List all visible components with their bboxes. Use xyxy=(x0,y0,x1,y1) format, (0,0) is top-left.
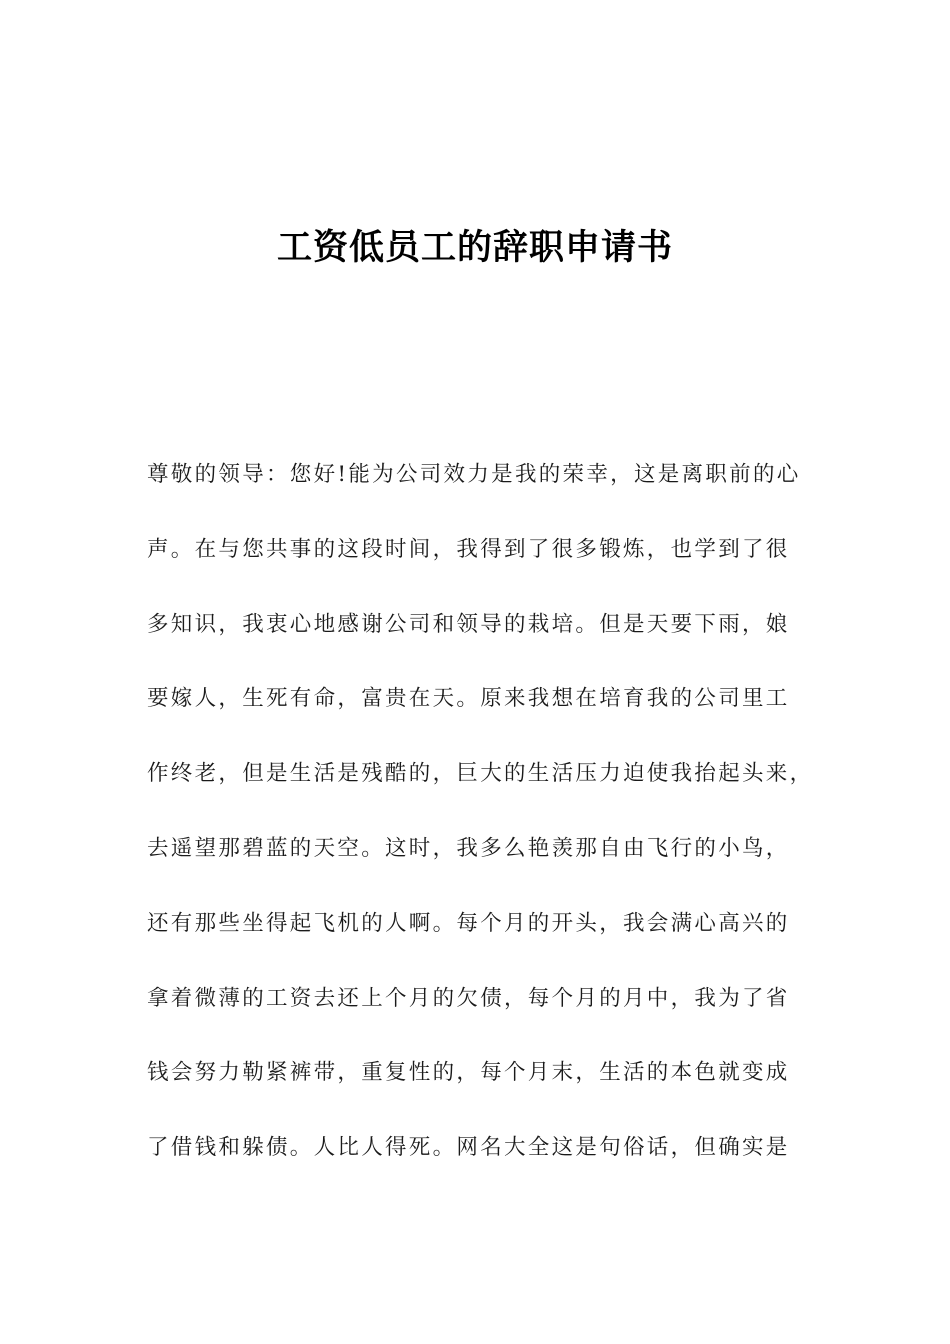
body-line: 钱会努力勒紧裤带，重复性的，每个月末，生活的本色就变成 xyxy=(147,1060,790,1086)
body-line: 尊敬的领导：您好!能为公司效力是我的荣幸，这是离职前的心 xyxy=(147,462,801,487)
body-line: 去遥望那碧蓝的天空。这时，我多么艳羡那自由飞行的小鸟， xyxy=(147,835,790,861)
body-line: 多知识，我衷心地感谢公司和领导的栽培。但是天要下雨，娘 xyxy=(147,611,790,637)
body-line: 了借钱和躲债。人比人得死。网名大全这是句俗话，但确实是 xyxy=(147,1135,790,1161)
body-line: 声。在与您共事的这段时间，我得到了很多锻炼，也学到了很 xyxy=(147,536,790,562)
body-line: 要嫁人，生死有命，富贵在天。原来我想在培育我的公司里工 xyxy=(147,686,790,712)
document-body xyxy=(147,449,837,1197)
body-line: 拿着微薄的工资去还上个月的欠债，每个月的月中，我为了省 xyxy=(147,985,790,1011)
body-line: 还有那些坐得起飞机的人啊。每个月的开头，我会满心高兴的 xyxy=(147,910,790,936)
document-title: 工资低员工的辞职申请书 xyxy=(276,228,673,268)
body-line: 作终老，但是生活是残酷的，巨大的生活压力迫使我抬起头来， xyxy=(147,761,814,787)
